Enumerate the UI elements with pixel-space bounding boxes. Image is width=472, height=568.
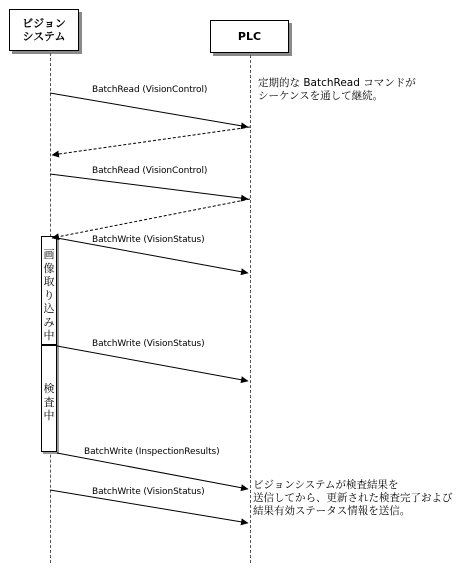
- activation-char: み: [43, 315, 55, 329]
- plc-label: PLC: [237, 30, 262, 43]
- activation-char: 査: [43, 395, 55, 409]
- message-arrow-4: [52, 199, 250, 238]
- activation-char: 中: [43, 329, 55, 342]
- message-label-5: BatchWrite (VisionStatus): [92, 235, 205, 245]
- message-arrow-2: [52, 127, 250, 155]
- message-label-6: BatchWrite (VisionStatus): [92, 339, 205, 349]
- vision-system-label-line2: システム: [22, 30, 66, 43]
- message-label-1: BatchRead (VisionControl): [92, 85, 208, 95]
- activation-char: り: [43, 288, 55, 302]
- message-arrow-6: [57, 346, 248, 381]
- activation-char: 取: [43, 275, 55, 288]
- note-results-then-status: ビジョンシステムが検査結果を 送信してから、更新された検査完了および 結果有効ステータス情報を送信。: [253, 479, 453, 517]
- message-label-8: BatchWrite (VisionStatus): [92, 487, 205, 497]
- activation-char: 像: [43, 261, 55, 275]
- activation-char: 込: [43, 302, 55, 315]
- activation-char: 画: [43, 248, 55, 261]
- activation-char: 中: [43, 409, 55, 422]
- message-arrow-1: [50, 93, 248, 127]
- activation-char: 検: [43, 382, 55, 395]
- vision-system-label-line1: ビジョン: [22, 17, 66, 30]
- message-arrow-3: [50, 174, 248, 199]
- message-arrow-7: [57, 453, 248, 489]
- message-label-3: BatchRead (VisionControl): [92, 166, 208, 176]
- message-label-7: BatchWrite (InspectionResults): [84, 447, 220, 457]
- note-periodic-batchread: 定期的な BatchRead コマンドが シーケンスを通して継続。: [258, 77, 416, 102]
